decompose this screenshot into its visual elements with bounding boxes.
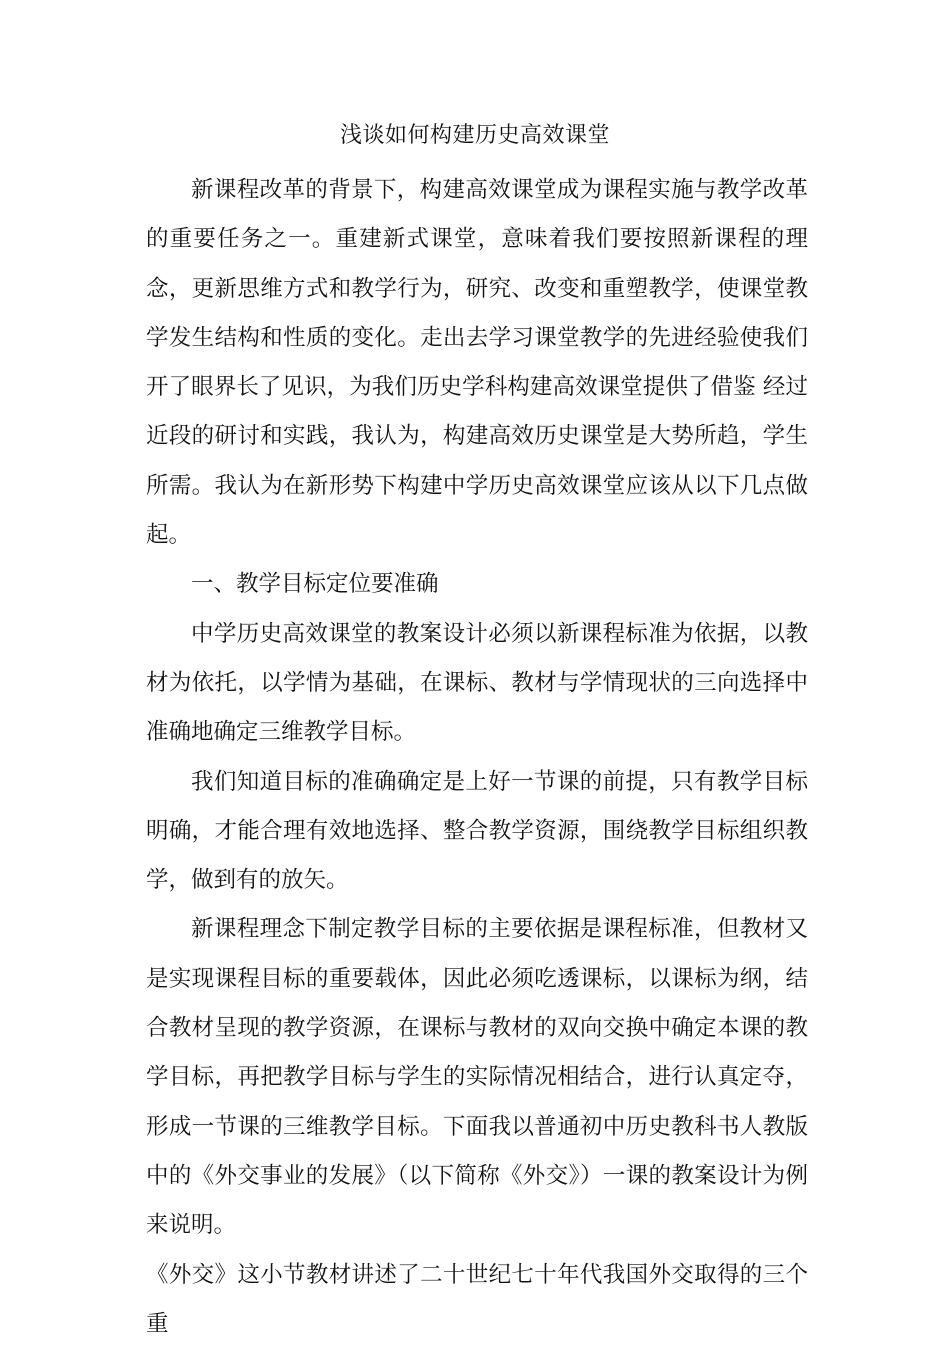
- paragraph-section-1-c: 新课程理念下制定教学目标的主要依据是课程标准，但教材又是实现课程目标的重要载体，因此必须吃透课标，以课标为纲，结合教材呈现的教学资源，在课标与教材的双向交换中确定本课的教学目标，再把教学目标与学生的实际情况相结合，进行认真定夺，形成一节课的三维教学目标。下面我以普通初中历史教科书人教版中的《外交事业的发展》（以下简称《外交》）一课的教案设计为例来说明。: [146, 916, 808, 1239]
- section-heading-1: 一、教学目标定位要准确: [191, 571, 439, 598]
- paragraph-section-1-b: 我们知道目标的准确确定是上好一节课的前提，只有教学目标明确，才能合理有效地选择、整合教学资源，围绕教学目标组织教学，做到有的放矢。: [146, 768, 808, 894]
- document-title: 浅谈如何构建历史高效课堂: [339, 123, 610, 148]
- paragraph-intro: 新课程改革的背景下，构建高效课堂成为课程实施与教学改革的重要任务之一。重建新式课堂，意味着我们要按照新课程的理念，更新思维方式和教学行为，研究、改变和重塑教学，使课堂教学发生结构和性质的变化。走出去学习课堂教学的先进经验使我们开了眼界长了见识，为我们历史学科构建高效课堂提供了借鉴 经过近段的研讨和实践，我认为，构建高效历史课堂是大势所趋，学生所需。我认为在新形势下构建中学历史高效课堂应该从以下几点做起。: [146, 177, 808, 549]
- paragraph-section-1-a: 中学历史高效课堂的教案设计必须以新课程标准为依据，以教材为依托，以学情为基础，在课标、教材与学情现状的三向选择中准确地确定三维教学目标。: [146, 620, 808, 746]
- paragraph-section-1-d: 《外交》这小节教材讲述了二十世纪七十年代我国外交取得的三个重: [146, 1261, 808, 1337]
- document-body: [146, 166, 808, 1349]
